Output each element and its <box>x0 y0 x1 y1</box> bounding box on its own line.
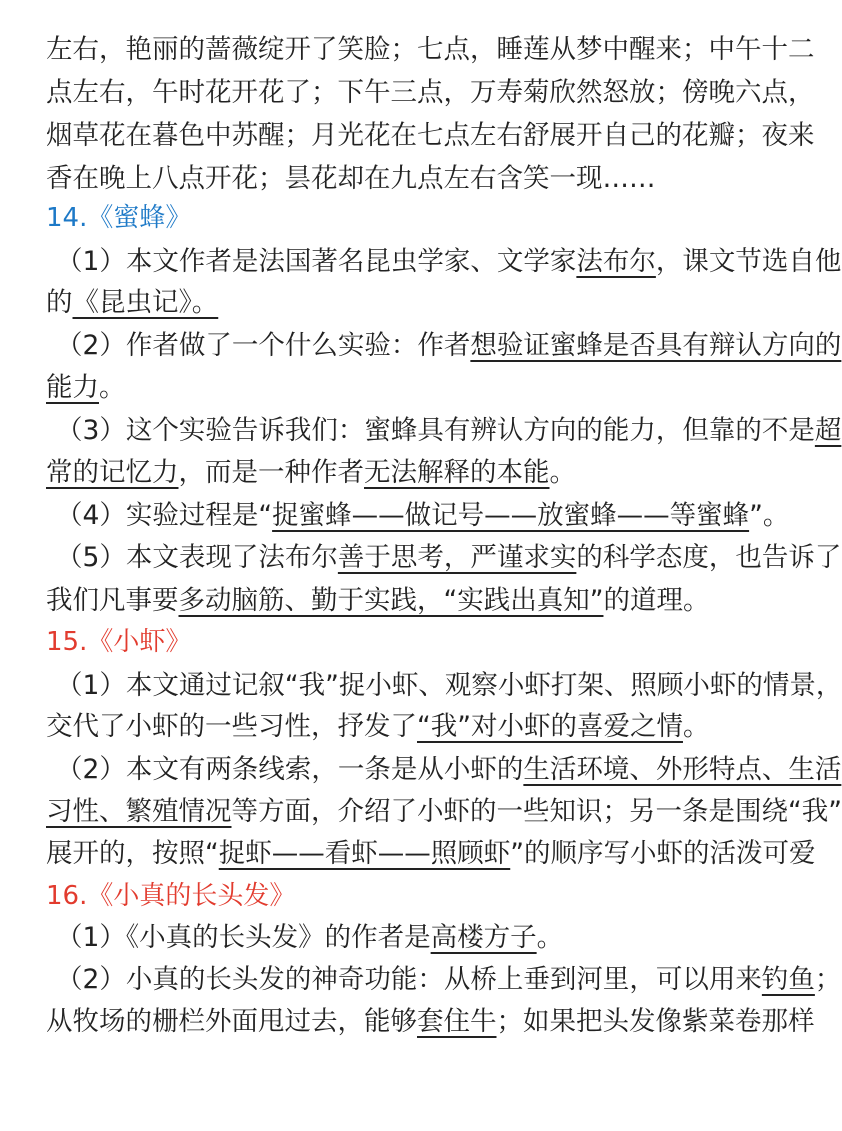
text-segment: 。 <box>549 457 576 488</box>
underlined-answer: 高楼方子 <box>430 922 537 953</box>
text-line <box>46 116 815 156</box>
text-line <box>56 960 842 1000</box>
underlined-answer: 想验证蜜蜂是否具有辩认方向的 <box>470 330 842 361</box>
text-segment: 点左右，午时花开花了；下午三点，万寿菊欣然怒放；傍晚六点， <box>46 77 815 108</box>
text-segment: 的 <box>46 287 73 318</box>
text-segment: （1）本文通过记叙“我”捉小虾、观察小虾打架、照顾小虾的情景， <box>56 670 842 701</box>
text-segment: 我们凡事要 <box>46 585 179 616</box>
text-segment: （5）本文表现了法布尔 <box>56 542 338 573</box>
section-heading <box>46 622 766 662</box>
text-line <box>56 750 842 790</box>
underlined-answer: 常的记忆力 <box>46 457 179 488</box>
underlined-answer: 无法解释的本能 <box>364 457 550 488</box>
text-line <box>56 918 776 958</box>
text-segment: 的科学态度，也告诉了 <box>576 542 842 573</box>
text-line <box>56 411 842 451</box>
text-line <box>46 283 766 323</box>
underlined-answer: 钓鱼 <box>761 964 815 995</box>
text-segment: 。 <box>99 372 126 403</box>
text-segment: 交代了小虾的一些习性，抒发了 <box>46 711 417 742</box>
underlined-answer: 生活环境、外形特点、生活 <box>523 754 842 785</box>
text-segment: 从牧场的栅栏外面甩过去，能够 <box>46 1006 417 1037</box>
text-segment: 左右，艳丽的蔷薇绽开了笑脸；七点，睡莲从梦中醒来；中午十二 <box>46 34 815 65</box>
text-line <box>56 666 842 706</box>
text-line <box>46 73 815 113</box>
underlined-answer: 习性、繁殖情况 <box>46 796 232 827</box>
text-line <box>46 453 766 493</box>
underlined-answer: 多动脑筋、勤于实践，“实践出真知” <box>178 585 604 616</box>
text-segment: 烟草花在暮色中苏醒；月光花在七点左右舒展开自己的花瓣；夜来 <box>46 120 815 151</box>
text-segment: ，而是一种作者 <box>178 457 364 488</box>
text-line <box>46 159 766 199</box>
section-heading <box>46 198 766 238</box>
text-segment: ”的顺序写小虾的活泼可爱 <box>510 838 816 869</box>
underlined-answer: 善于思考，严谨求实 <box>337 542 577 573</box>
text-line <box>46 792 842 832</box>
text-line <box>46 834 816 874</box>
text-line <box>46 1002 815 1042</box>
text-segment: ；如果把头发像紫菜卷那样 <box>496 1006 815 1037</box>
text-segment: 15.《小虾》 <box>46 627 192 657</box>
text-line <box>56 496 790 536</box>
underlined-answer: 套住牛 <box>417 1006 497 1037</box>
text-segment: ，课文节选自他 <box>655 246 842 277</box>
text-segment: 14.《蜜蜂》 <box>46 203 192 233</box>
underlined-answer: 法布尔 <box>576 246 656 277</box>
text-segment: 香在晚上八点开花；昙花却在九点左右含笑一现…… <box>46 163 656 194</box>
section-heading <box>46 876 766 916</box>
text-line <box>56 326 842 366</box>
text-line <box>46 581 766 621</box>
text-segment: （3）这个实验告诉我们：蜜蜂具有辨认方向的能力，但靠的不是 <box>56 415 815 446</box>
text-segment: （2）作者做了一个什么实验：作者 <box>56 330 471 361</box>
text-line <box>46 707 766 747</box>
text-line <box>56 242 842 282</box>
text-segment: （2）小真的长头发的神奇功能：从桥上垂到河里，可以用来 <box>56 964 762 995</box>
text-segment: 。 <box>682 711 710 742</box>
text-segment: 。 <box>536 922 564 953</box>
text-segment: 16.《小真的长头发》 <box>46 881 296 911</box>
text-segment: 等方面，介绍了小虾的一些知识；另一条是围绕“我” <box>231 796 842 827</box>
underlined-answer: 超 <box>814 415 842 446</box>
text-segment: （1）本文作者是法国著名昆虫学家、文学家 <box>56 246 577 277</box>
text-segment: ； <box>814 964 842 995</box>
underlined-answer: 捉虾——看虾——照顾虾 <box>218 838 511 869</box>
text-segment: （1）《小真的长头发》的作者是 <box>56 922 431 953</box>
underlined-answer: “我”对小虾的喜爱之情 <box>417 711 683 742</box>
text-segment: 展开的，按照“ <box>46 838 219 869</box>
text-line <box>46 30 815 70</box>
text-line <box>46 368 766 408</box>
text-segment: ”。 <box>749 500 790 531</box>
underlined-answer: 捉蜜蜂——做记号——放蜜蜂——等蜜蜂 <box>272 500 750 531</box>
text-segment: （4）实验过程是“ <box>56 500 273 531</box>
text-line <box>56 538 842 578</box>
underlined-answer: 《昆虫记》。 <box>72 287 219 318</box>
text-segment: （2）本文有两条线索，一条是从小虾的 <box>56 754 524 785</box>
text-segment: 的道理。 <box>603 585 710 616</box>
underlined-answer: 能力 <box>46 372 99 403</box>
